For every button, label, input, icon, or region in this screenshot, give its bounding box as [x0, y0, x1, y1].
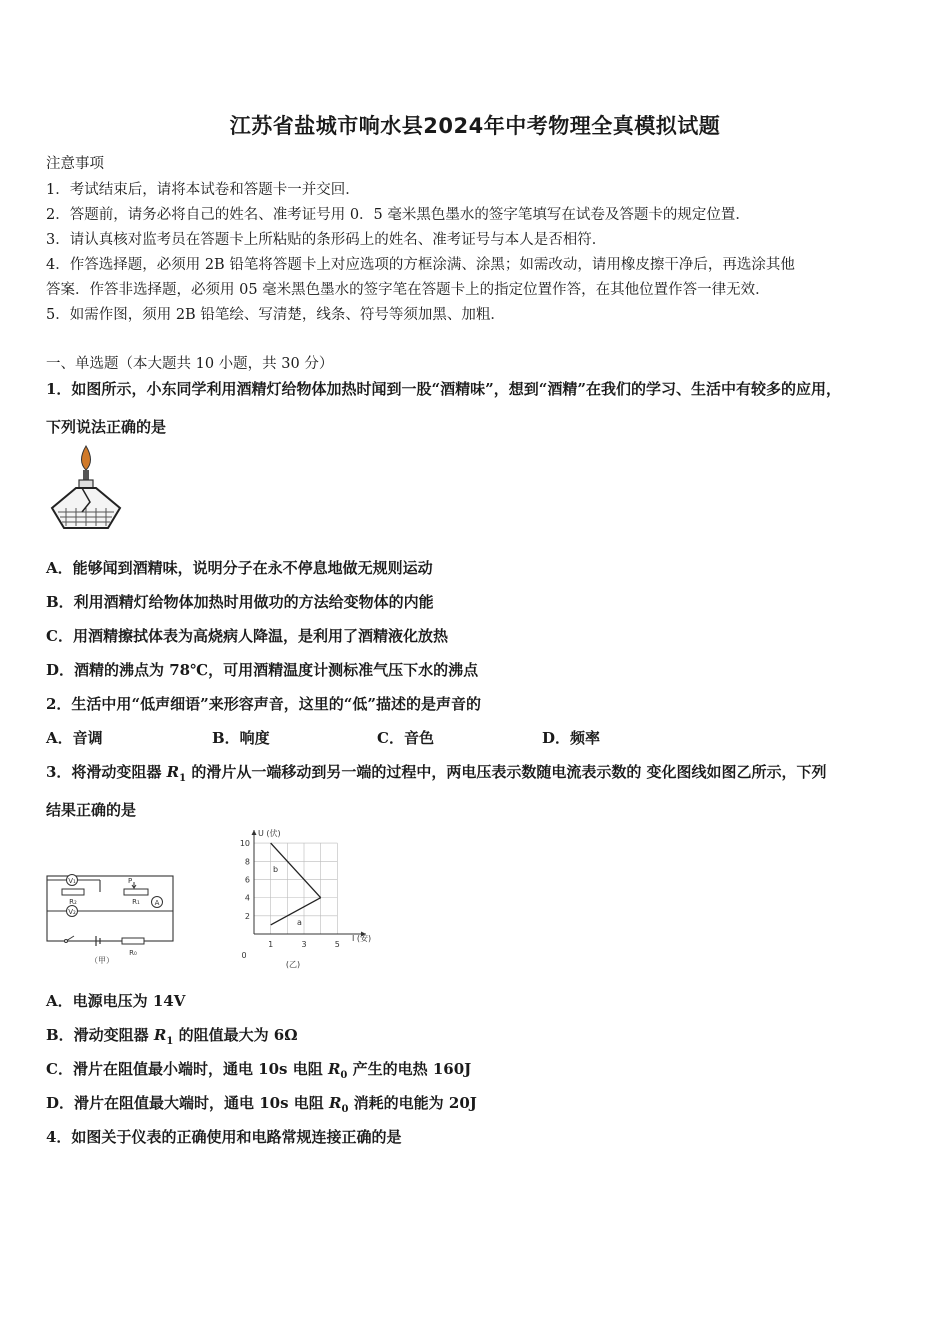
y-tick-label: 8 — [244, 857, 250, 867]
q2-stem: 2．生活中用“低声细语”来形容声音，这里的“低”描述的是声音的 — [46, 695, 481, 713]
lamp-cap — [79, 480, 93, 488]
q3-stem-line1: 3．将滑动变阻器 $R_1$ 的滑片从一端移动到另一端的过程中，两电压表示数随电流表示数的 变化图线如图乙所示，下列 — [46, 763, 827, 784]
slider-label: P — [128, 877, 133, 885]
voltmeter-v1-icon — [67, 875, 78, 886]
alcohol-lamp-figure — [46, 442, 126, 534]
q3-option-d: D．滑片在阻值最大端时，通电 10s 电阻 $R_0$ 消耗的电能为 20J — [46, 1094, 477, 1115]
q1-option-b: B．利用酒精灯给物体加热时用做功的方法给变物体的内能 — [46, 593, 434, 611]
x-tick-label: 5 — [334, 940, 340, 949]
notice-item: 答案．作答非选择题，必须用 05 毫米黑色墨水的签字笔在答题卡上的指定位置作答，在其他位置作答一律无效． — [46, 282, 770, 298]
line-label-a: a — [297, 918, 302, 927]
graph-axes — [252, 830, 367, 937]
q1-option-a: A．能够闻到酒精味，说明分子在永不停息地做无规则运动 — [46, 559, 433, 577]
figure-a-caption: （甲） — [90, 956, 114, 964]
page-title: 江苏省盐城市响水县2024年中考物理全真模拟试题 — [229, 114, 721, 138]
q2-option-a: A．音调 — [46, 729, 103, 747]
notice-item: 3．请认真核对监考员在答题卡上所粘贴的条形码上的姓名、准考证号与本人是否相符． — [46, 232, 607, 248]
series-line-a — [271, 898, 321, 925]
ammeter-icon — [152, 897, 163, 908]
y-tick-label: 4 — [244, 893, 250, 903]
q1-option-d: D．酒精的沸点为 78℃，可用酒精温度计测标准气压下水的沸点 — [46, 661, 479, 679]
graph-grid — [254, 843, 337, 934]
lamp-liquid-hatch — [58, 508, 114, 526]
q2-option-d: D．频率 — [542, 729, 601, 747]
y-tick-label: 10 — [239, 839, 250, 849]
q3-stem-line2: 结果正确的是 — [46, 801, 137, 819]
notice-item: 5．如需作图，须用 2B 铅笔绘、写清楚，线条、符号等须加黑、加粗． — [46, 307, 505, 323]
series-line-b — [271, 843, 321, 898]
voltmeter-v2-icon — [67, 906, 78, 917]
svg-text:V₂: V₂ — [68, 908, 76, 916]
notice-heading: 注意事项 — [46, 156, 104, 172]
rheostat-r1 — [124, 889, 148, 895]
notice-item: 4．作答选择题，必须用 2B 铅笔将答题卡上对应选项的方框涂满、涂黑；如需改动，请用橡皮擦干净后，再选涂其他 — [46, 257, 795, 273]
slider-arrow — [132, 882, 136, 888]
section-heading: 一、单选题（本大题共 10 小题，共 30 分） — [46, 356, 334, 372]
origin-label: 0 — [241, 951, 247, 960]
y-tick-label: 2 — [244, 911, 250, 921]
q2-option-b: B．响度 — [212, 729, 270, 747]
notice-item: 2．答题前，请务必将自己的姓名、准考证号用 0．5 毫米黑色墨水的签字笔填写在试卷及答题卡的规定位置． — [46, 207, 750, 223]
resistor-r2 — [62, 889, 84, 895]
resistor-r2-label: R₂ — [69, 898, 77, 906]
flame-icon — [82, 446, 91, 470]
y-axis-arrow — [252, 830, 257, 835]
q1-stem-line2: 下列说法正确的是 — [46, 418, 167, 436]
svg-text:A: A — [154, 899, 160, 907]
notice-item: 1．考试结束后，请将本试卷和答题卡一并交回． — [46, 182, 360, 198]
y-axis-label: U (伏) — [258, 829, 281, 838]
q2-option-c: C．音色 — [377, 729, 434, 747]
x-tick-label: 1 — [268, 940, 274, 949]
q1-option-c: C．用酒精擦拭体表为高烧病人降温，是利用了酒精液化放热 — [46, 627, 448, 645]
graph-series — [271, 843, 321, 925]
figure-b-caption: (乙) — [285, 960, 301, 969]
line-label-b: b — [273, 865, 279, 874]
svg-text:V₁: V₁ — [68, 877, 76, 885]
q3-option-a: A．电源电压为 14V — [46, 992, 186, 1010]
y-tick-labels — [240, 839, 250, 921]
q3-option-b: B．滑动变阻器 $R_1$ 的阻值最大为 6Ω — [46, 1026, 298, 1047]
x-tick-labels — [268, 940, 340, 949]
q4-stem: 4．如图关于仪表的正确使用和电路常规连接正确的是 — [46, 1128, 402, 1146]
resistor-r1-label: R₁ — [132, 898, 140, 906]
resistor-r0 — [122, 938, 144, 944]
y-tick-label: 6 — [244, 875, 250, 885]
x-axis-label: I (安) — [352, 934, 372, 943]
q3-option-c: C．滑片在阻值最小端时，通电 10s 电阻 $R_0$ 产生的电热 160J — [46, 1060, 472, 1081]
resistor-r0-label: R₀ — [129, 949, 137, 957]
x-tick-label: 3 — [301, 940, 307, 949]
graph-figure-b — [234, 824, 384, 972]
q1-stem-line1: 1．如图所示，小东同学利用酒精灯给物体加热时闻到一股“酒精味”，想到“酒精”在我们的学习、生活中有较多的应用， — [46, 380, 841, 398]
circuit-figure-a — [40, 866, 180, 964]
